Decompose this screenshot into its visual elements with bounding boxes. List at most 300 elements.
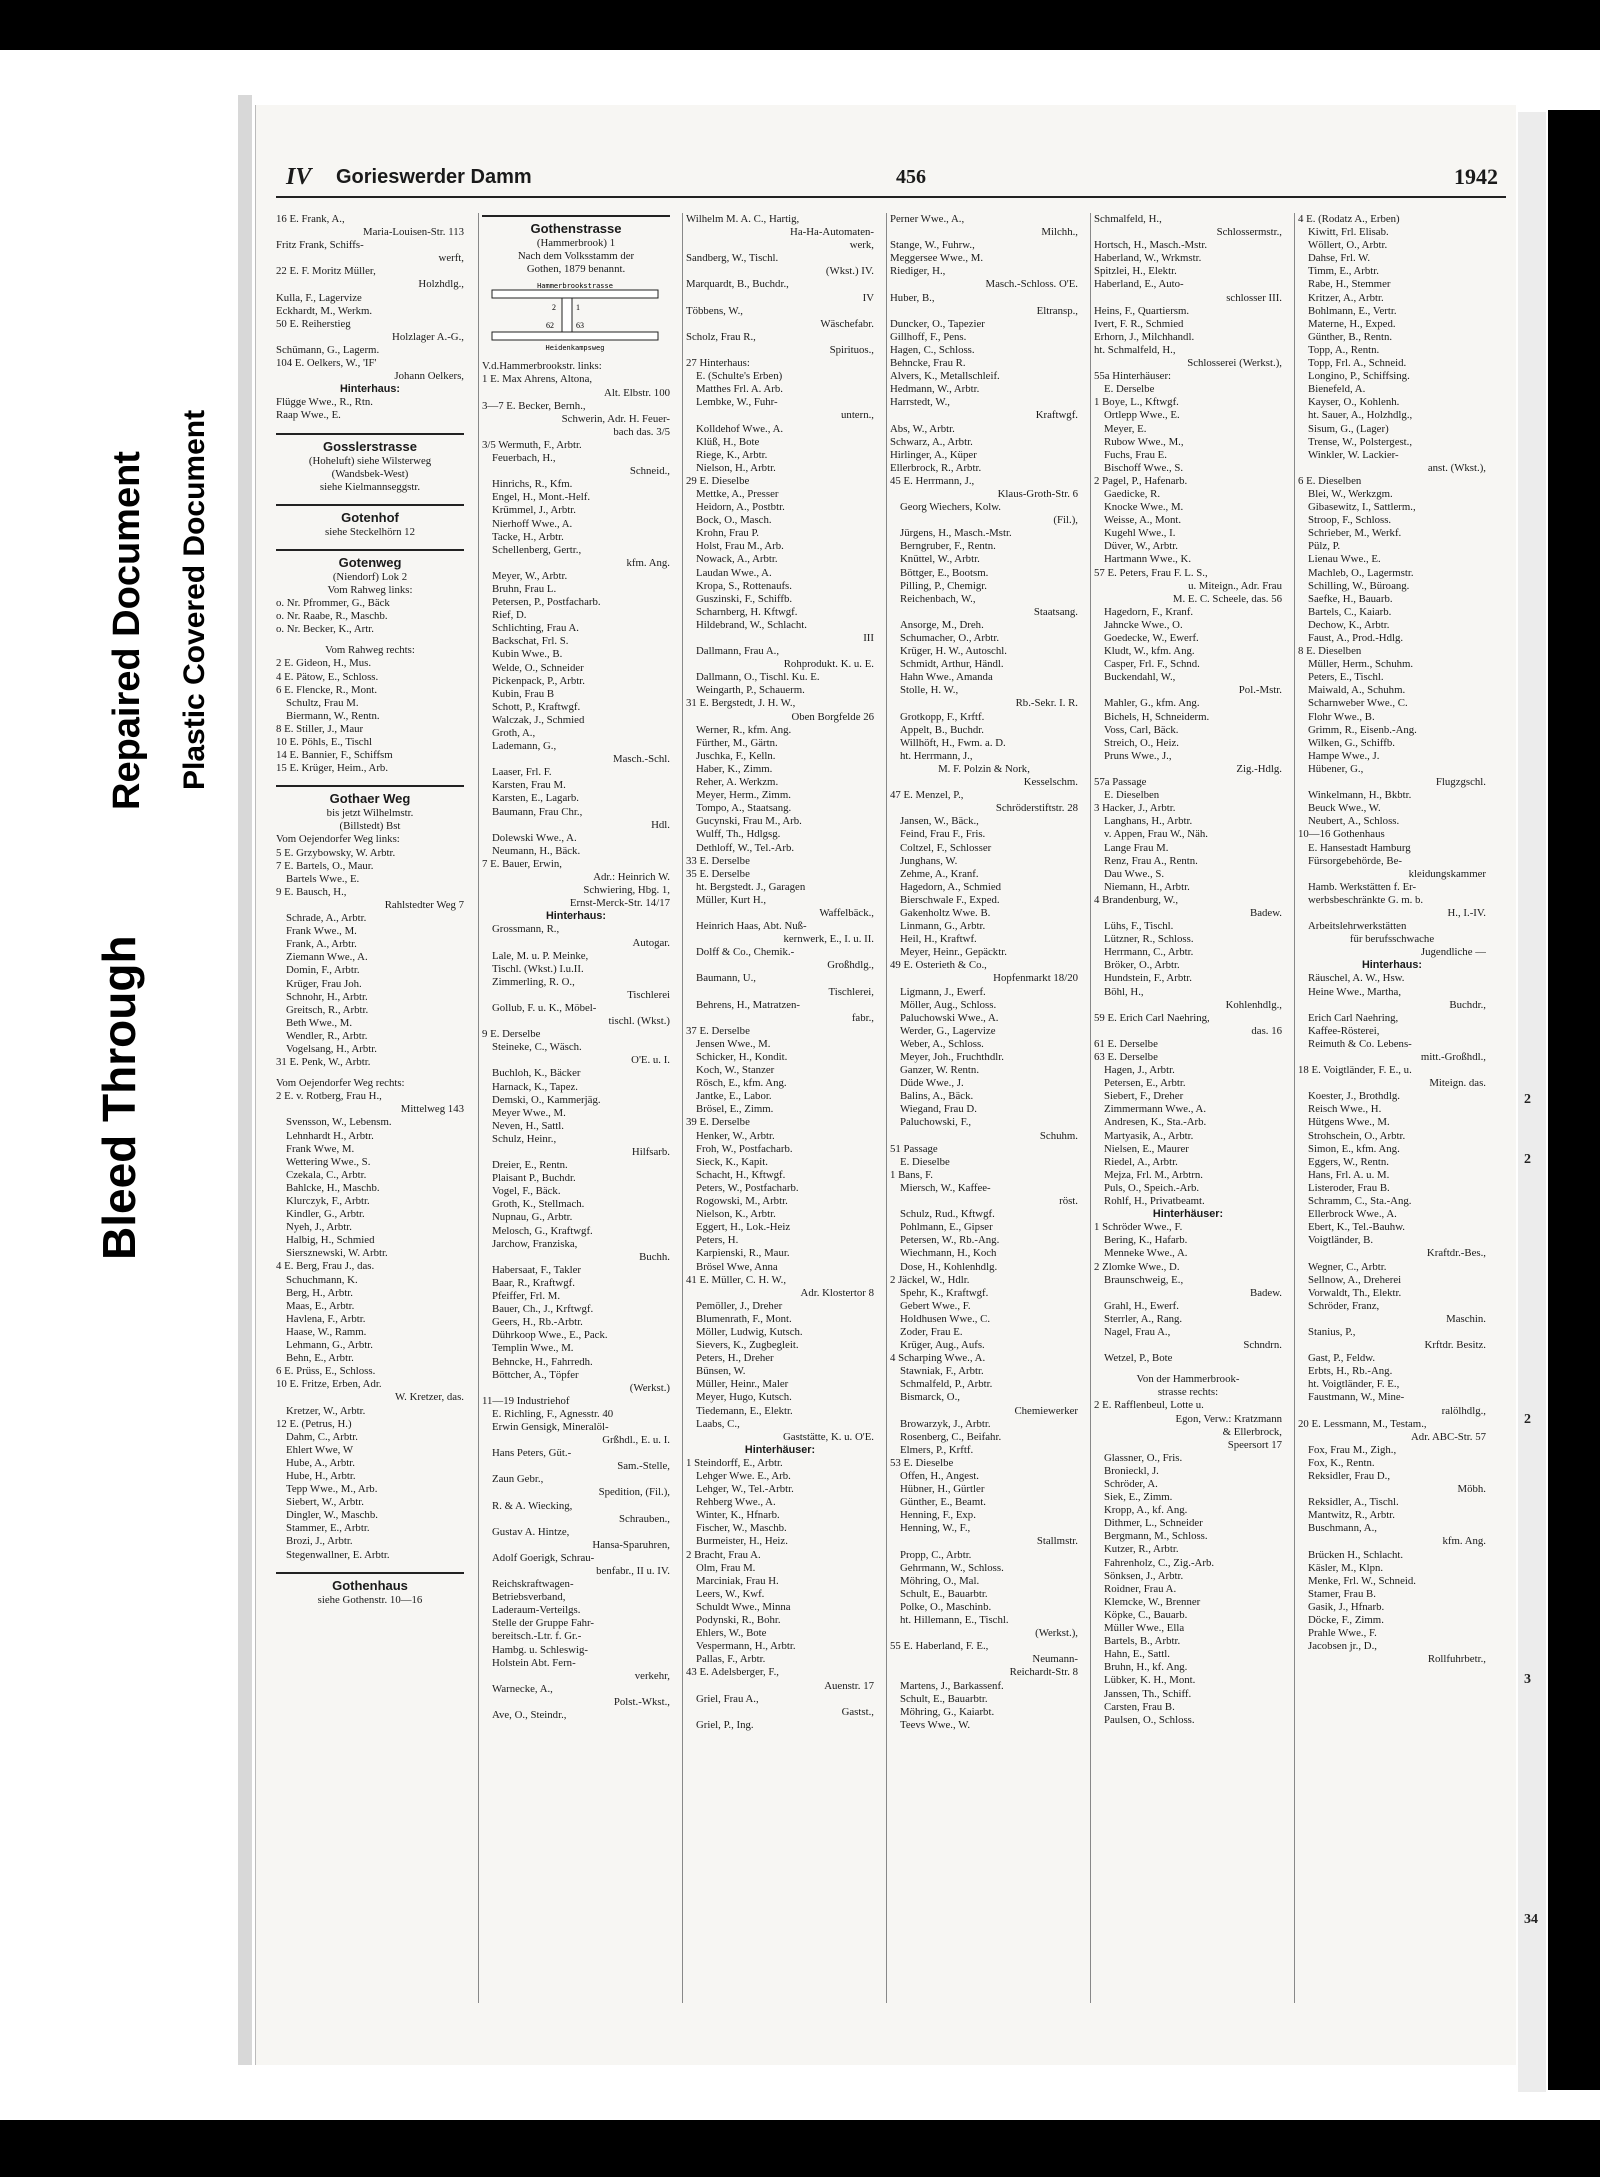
directory-entry: Schult, E., Bauarbtr. xyxy=(900,1692,988,1705)
directory-entry: Glassner, O., Fris. xyxy=(1104,1451,1183,1464)
directory-entry: Pruns Wwe., J., xyxy=(1104,749,1172,762)
directory-entry: Lübker, K. H., Mont. xyxy=(1104,1674,1196,1687)
directory-entry: Eggert, H., Lok.-Heiz xyxy=(696,1221,791,1234)
directory-entry: Heidorn, A., Postbtr. xyxy=(696,501,785,514)
directory-entry: Knüttel, W., Arbtr. xyxy=(900,553,980,566)
directory-entry: Bauer, Ch., J., Krftwgf. xyxy=(492,1303,594,1316)
directory-entry: Ansorge, M., Dreh. xyxy=(900,618,984,631)
directory-entry: Stolle, H. W., xyxy=(900,684,959,697)
directory-entry: Geers, H., Rb.-Arbtr. xyxy=(492,1316,583,1329)
directory-entry: Egon, Verw.: Kratzmann xyxy=(1175,1412,1282,1425)
directory-entry: Goedecke, W., Ewerf. xyxy=(1104,632,1199,644)
directory-entry: Dechow, K., Arbtr. xyxy=(1308,618,1390,631)
directory-entry: Jensen Wwe., M. xyxy=(696,1037,771,1050)
directory-entry: Casper, Frl. F., Schnd. xyxy=(1104,658,1200,671)
directory-entry: Petersen, P., Postfacharb. xyxy=(492,596,601,609)
directory-entry: Sievers, K., Zugbegleit. xyxy=(696,1339,799,1352)
directory-entry: Machleb, O., Lagermstr. xyxy=(1308,566,1414,579)
directory-entry: Kropa, S., Rottenaufs. xyxy=(696,579,792,592)
directory-entry: Buchh. xyxy=(639,1250,670,1263)
directory-entry: Räuschel, A. W., Hsw. xyxy=(1308,972,1405,985)
directory-entry: Kesselschm. xyxy=(1023,776,1078,789)
directory-entry: Alvers, K., Metallschleif. xyxy=(890,370,1000,383)
directory-entry: Buchloh, K., Bäcker xyxy=(492,1067,581,1080)
directory-entry: Gillhoff, F., Pens. xyxy=(890,330,967,343)
directory-entry: Petersen, E., Arbtr. xyxy=(1104,1077,1186,1090)
directory-entry: Krümmel, J., Arbtr. xyxy=(492,504,576,517)
directory-entry: Jahncke Wwe., O. xyxy=(1104,618,1183,631)
directory-entry: Riege, K., Arbtr. xyxy=(696,448,768,461)
directory-entry: Meggersee Wwe., M. xyxy=(890,252,984,265)
directory-entry: Laderaum-Verteilgs. xyxy=(492,1604,581,1617)
directory-entry: Frank Wwe, M. xyxy=(286,1142,355,1155)
directory-entry: 14 E. Bannier, F., Schiffsm xyxy=(276,749,393,762)
directory-entry: Heine Wwe., Martha, xyxy=(1308,985,1402,998)
directory-entry: Dingler, W., Maschb. xyxy=(286,1509,378,1522)
directory-entry: Schuhm. xyxy=(1039,1129,1078,1142)
directory-entry: Puls, O., Speich.-Arb. xyxy=(1104,1181,1200,1194)
directory-entry: Mahler, G., kfm. Ang. xyxy=(1104,697,1200,710)
directory-entry: Bruhn, Frau L. xyxy=(492,582,557,595)
directory-entry: Haberland, E., Auto- xyxy=(1094,278,1184,291)
directory-entry: Maschin. xyxy=(1446,1312,1486,1325)
directory-entry: Meyer, Heinr., Gepäcktr. xyxy=(900,946,1007,959)
directory-entry: 7 E. Bauer, Erwin, xyxy=(482,857,562,870)
directory-entry: Gehrmann, W., Schloss. xyxy=(900,1561,1004,1574)
directory-entry: Fritz Frank, Schiffs- xyxy=(276,239,364,252)
directory-entry: Adr.: Heinrich W. xyxy=(593,871,670,884)
directory-entry: Renz, Frau A., Rentn. xyxy=(1104,854,1198,867)
directory-entry: Harnack, K., Tapez. xyxy=(492,1080,578,1093)
directory-entry: Maiwald, A., Schuhm. xyxy=(1308,684,1406,697)
directory-entry: Hampe Wwe., J. xyxy=(1308,749,1380,762)
directory-heading: Gosslerstrasse xyxy=(276,433,464,455)
directory-entry: Erwin Gensigk, Mineralöl- xyxy=(492,1420,609,1433)
directory-entry: Fahrenholz, C., Zig.-Arb. xyxy=(1104,1556,1215,1569)
directory-entry: Adr. ABC-Str. 57 xyxy=(1411,1430,1486,1443)
directory-entry: Winter, K., Hfnarb. xyxy=(696,1509,780,1522)
directory-entry: Lehmann, G., Arbtr. xyxy=(286,1339,373,1352)
directory-year: 1942 xyxy=(1454,164,1498,189)
directory-entry: o. Nr. Raabe, R., Maschb. xyxy=(276,610,388,623)
directory-entry: Vom Oejendorfer Weg links: xyxy=(276,833,400,846)
directory-entry: Leers, W., Kwf. xyxy=(696,1587,765,1600)
directory-entry: Schlossermstr., xyxy=(1216,226,1282,239)
directory-entry: Stelle der Gruppe Fahr- xyxy=(492,1617,595,1630)
directory-entry: & Ellerbrock, xyxy=(1222,1425,1282,1438)
directory-entry: Bienefeld, A. xyxy=(1308,383,1366,396)
directory-entry: Rabe, H., Stemmer xyxy=(1308,278,1391,291)
directory-entry: Wetzel, P., Bote xyxy=(1104,1352,1173,1365)
directory-entry: Krohn, Frau P. xyxy=(696,527,759,540)
directory-entry: Steineke, C., Wäsch. xyxy=(492,1041,582,1054)
directory-entry: Sisum, G., (Lager) xyxy=(1308,422,1389,435)
directory-entry: ht. Herrmann, J., xyxy=(900,749,973,762)
directory-entry: Grossmann, R., xyxy=(492,923,560,936)
scan-edge-right xyxy=(1548,110,1600,2090)
directory-entry: H., I.-IV. xyxy=(1447,906,1486,919)
directory-entry: Laudan Wwe., A. xyxy=(696,566,772,579)
directory-entry: Hahn Wwe., Amanda xyxy=(900,671,993,684)
directory-entry: Frank, A., Arbtr. xyxy=(286,938,357,951)
directory-entry: Peters, E., Tischl. xyxy=(1308,671,1384,684)
directory-entry: Baar, R., Kraftwgf. xyxy=(492,1276,575,1289)
directory-entry: Vogelsang, H., Arbtr. xyxy=(286,1042,377,1055)
section-number: IV xyxy=(286,164,312,190)
directory-entry: Ellerbrock Wwe., A. xyxy=(1308,1208,1397,1221)
directory-entry: 2 E. Rafflenbeul, Lotte u. xyxy=(1094,1399,1204,1412)
directory-entry: 59 E. Erich Carl Naehring, xyxy=(1094,1011,1210,1024)
directory-entry: Meyer Wwe., M. xyxy=(492,1106,566,1119)
directory-entry: Weber, A., Schloss. xyxy=(900,1037,984,1050)
directory-heading: Hinterhaus: xyxy=(1362,959,1422,972)
directory-entry: (Wandsbek-West) xyxy=(331,467,409,480)
directory-entry: Gustav A. Hintze, xyxy=(492,1525,570,1538)
directory-entry: Paulsen, O., Schloss. xyxy=(1104,1713,1195,1726)
directory-entry: Bering, K., Hafarb. xyxy=(1104,1234,1188,1247)
directory-entry: Dithmer, L., Schneider xyxy=(1104,1517,1203,1530)
directory-entry: Gibasewitz, I., Sattlerm., xyxy=(1308,501,1416,514)
directory-entry: Elmers, P., Krftf. xyxy=(900,1443,974,1456)
directory-entry: Karpienski, R., Maur. xyxy=(696,1247,790,1260)
directory-entry: Maas, E., Arbtr. xyxy=(286,1299,355,1312)
directory-entry: Schuldt Wwe., Minna xyxy=(696,1600,791,1613)
directory-entry: Backschat, Frl. S. xyxy=(492,635,569,648)
directory-entry: Hansa-Sparuhren, xyxy=(592,1538,670,1551)
directory-entry: Klüß, H., Bote xyxy=(696,435,760,448)
directory-entry: Plaisant P., Buchdr. xyxy=(492,1172,576,1185)
directory-entry: (Werkst.), xyxy=(1035,1627,1078,1640)
directory-entry: Burmeister, H., Heiz. xyxy=(696,1535,788,1548)
directory-entry: Ernst-Merck-Str. 14/17 xyxy=(569,897,670,910)
directory-entry: Gaedicke, R. xyxy=(1104,487,1161,500)
directory-entry: Koester, J., Brothdlg. xyxy=(1308,1090,1400,1103)
directory-entry: Lademann, G., xyxy=(492,740,557,753)
directory-entry: Prahle Wwe., F. xyxy=(1308,1627,1377,1640)
directory-entry: Laabs, C., xyxy=(696,1417,740,1430)
directory-entry: Schramm, C., Sta.-Ang. xyxy=(1308,1195,1412,1208)
directory-entry: Neven, H., Sattl. xyxy=(492,1119,564,1132)
directory-entry: Wendler, R., Arbtr. xyxy=(286,1029,368,1042)
directory-entry: Alt. Elbstr. 100 xyxy=(604,386,670,399)
directory-entry: Siek, E., Zimm. xyxy=(1104,1491,1173,1504)
directory-entry: Speersort 17 xyxy=(1227,1438,1282,1451)
directory-entry: Spirituos., xyxy=(829,343,874,356)
directory-entry: Rehberg Wwe., A. xyxy=(696,1496,776,1509)
directory-entry: Oben Borgfelde 26 xyxy=(791,710,874,723)
directory-entry: Többens, W., xyxy=(686,304,743,317)
directory-entry: Karsten, Frau M. xyxy=(492,779,566,792)
directory-entry: Blumenrath, F., Mont. xyxy=(696,1312,792,1325)
directory-entry: Flugzgschl. xyxy=(1435,776,1486,789)
directory-entry: Wiechmann, H., Koch xyxy=(900,1247,997,1260)
directory-entry: 33 E. Derselbe xyxy=(686,854,750,867)
directory-entry: Nielsen, E., Maurer xyxy=(1104,1142,1189,1155)
directory-entry: Lehger Wwe. E., Arb. xyxy=(696,1470,791,1482)
directory-entry: Klemcke, W., Brenner xyxy=(1104,1595,1201,1608)
directory-entry xyxy=(276,539,464,547)
directory-entry: Brösel, E., Zimm. xyxy=(696,1103,774,1116)
directory-entry: 22 E. F. Moritz Müller, xyxy=(276,265,376,278)
directory-entry: Bröker, O., Arbtr. xyxy=(1104,959,1180,972)
directory-entry: Paluchowski, F., xyxy=(900,1116,972,1129)
directory-entry: Lembke, W., Fuhr- xyxy=(696,396,778,409)
directory-entry: Janssen, Th., Schiff. xyxy=(1104,1687,1192,1700)
directory-entry: Biermann, W., Rentn. xyxy=(286,709,380,722)
directory-entry: Ebert, K., Tel.-Bauhw. xyxy=(1308,1221,1405,1234)
directory-heading: Hinterhäuser: xyxy=(744,1443,816,1456)
directory-entry: Niemann, H., Arbtr. xyxy=(1104,880,1190,893)
directory-entry: Teevs Wwe., W. xyxy=(900,1718,971,1731)
directory-entry: Ellerbrock, R., Arbtr. xyxy=(890,461,982,474)
directory-entry: Schumacher, O., Arbtr. xyxy=(900,632,1000,644)
directory-entry: Pallas, F., Arbtr. xyxy=(696,1653,766,1666)
directory-entry: 31 E. Bergstedt, J. H. W., xyxy=(686,697,796,710)
directory-entry: Fox, Frau M., Zigh., xyxy=(1308,1443,1397,1456)
directory-entry: 55a Hinterhäuser: xyxy=(1094,370,1172,383)
directory-entry: (Fil.), xyxy=(1053,514,1078,527)
directory-entry: Abs, W., Arbtr. xyxy=(890,422,955,435)
directory-entry: 2 E. Gideon, H., Mus. xyxy=(276,657,372,670)
directory-entry: Appelt, B., Buchdr. xyxy=(900,723,984,736)
directory-column-3 xyxy=(686,213,874,2013)
directory-entry: Jarchow, Franziska, xyxy=(492,1237,578,1250)
directory-entry: Stawniak, F., Arbtr. xyxy=(900,1365,984,1378)
directory-entry: 2 E. v. Rotberg, Frau H., xyxy=(276,1090,382,1103)
directory-entry: 1 E. Max Ahrens, Altona, xyxy=(482,373,593,386)
directory-entry xyxy=(276,494,464,502)
directory-heading: Gothenstrasse xyxy=(482,215,670,237)
directory-entry: 20 E. Lessmann, M., Testam., xyxy=(1298,1417,1427,1430)
directory-entry: Fox, K., Rentn. xyxy=(1308,1456,1375,1469)
directory-entry: Hundstein, F., Arbtr. xyxy=(1104,972,1192,985)
directory-column-4 xyxy=(890,213,1078,2013)
directory-entry: Lange Frau M. xyxy=(1104,841,1169,854)
directory-entry: 4 E. Pätow, E., Schloss. xyxy=(276,670,379,683)
directory-column-5 xyxy=(1094,213,1282,2013)
directory-entry: (Niendorf) Lok 2 xyxy=(332,570,408,583)
directory-entry: Beth Wwe., M. xyxy=(286,1016,353,1029)
directory-entry: Karsten, E., Lagarb. xyxy=(492,792,579,805)
directory-entry: bis jetzt Wilhelmstr. xyxy=(326,807,414,820)
directory-entry: Hartmann Wwe., K. xyxy=(1104,553,1192,566)
directory-entry: Nielson, K., Arbtr. xyxy=(696,1208,776,1221)
directory-entry: Marciniak, Frau H. xyxy=(696,1574,779,1587)
directory-entry: Paluchowski Wwe., A. xyxy=(900,1011,999,1024)
directory-entry: Miteign. das. xyxy=(1429,1077,1486,1090)
directory-page xyxy=(255,105,1516,2065)
directory-entry: Zaun Gebr., xyxy=(492,1473,544,1486)
directory-entry: benfabr., II u. IV. xyxy=(596,1565,670,1577)
directory-entry: Badew. xyxy=(1250,1286,1282,1299)
stamp-bleed-through: Bleed Through xyxy=(93,935,145,1260)
directory-entry: Gast, P., Feldw. xyxy=(1308,1352,1376,1365)
directory-entry: Gakenholtz Wwe. B. xyxy=(900,906,991,919)
directory-entry: Rb.-Sekr. I. R. xyxy=(1015,697,1078,710)
directory-entry: Pemöller, J., Dreher xyxy=(696,1299,783,1312)
directory-column-6 xyxy=(1298,213,1486,2013)
directory-entry: Coltzel, F., Schlosser xyxy=(900,841,992,854)
directory-entry: Schröderstiftstr. 28 xyxy=(995,802,1078,815)
directory-entry: Menneke Wwe., A. xyxy=(1104,1247,1188,1260)
directory-entry: IV xyxy=(862,291,874,304)
directory-entry: 61 E. Derselbe xyxy=(1094,1037,1158,1050)
directory-entry: Sieck, K., Kapit. xyxy=(696,1155,768,1168)
directory-entry: Staatsang. xyxy=(1033,605,1078,618)
directory-entry: 10 E. Pöhls, E., Tischl xyxy=(276,736,372,748)
directory-entry: Bergmann, M., Schloss. xyxy=(1104,1530,1208,1543)
directory-entry: Möbh. xyxy=(1457,1483,1486,1496)
directory-entry: röst. xyxy=(1059,1195,1078,1208)
directory-entry: Mantwitz, R., Arbtr. xyxy=(1308,1509,1395,1522)
directory-entry: Dau Wwe., S. xyxy=(1104,867,1165,880)
directory-entry: 4 Scharping Wwe., A. xyxy=(890,1352,986,1365)
directory-entry: Bünsen, W. xyxy=(696,1365,746,1378)
directory-entry: Pickenpack, P., Arbtr. xyxy=(492,674,585,687)
directory-entry: o. Nr. Becker, K., Artr. xyxy=(276,623,374,636)
directory-entry: Mittelweg 143 xyxy=(400,1103,464,1116)
directory-entry: Schmalfeld, P., Arbtr. xyxy=(900,1378,993,1391)
directory-heading: Gothenhaus xyxy=(276,1572,464,1594)
directory-entry: Hagedorn, F., Kranf. xyxy=(1104,605,1194,618)
directory-entry: Masch.-Schl. xyxy=(613,753,670,766)
directory-entry: 43 E. Adelsberger, F., xyxy=(686,1666,779,1679)
scan-edge-left xyxy=(238,95,252,2065)
directory-entry: Holzhdlg., xyxy=(418,278,464,291)
directory-entry: Behn, E., Arbtr. xyxy=(286,1352,354,1365)
directory-entry: Tischlerei xyxy=(627,988,670,1001)
directory-entry: (Billstedt) Bst xyxy=(339,820,401,833)
street-location-map xyxy=(490,280,660,352)
directory-entry: mitt.-Großhdl., xyxy=(1420,1051,1486,1063)
directory-entry: Flügge Wwe., R., Rtn. xyxy=(276,396,373,409)
directory-entry: Dahse, Frl. W. xyxy=(1308,252,1371,265)
directory-entry: Henning, W., F., xyxy=(900,1522,971,1535)
directory-entry: Erhorn, J., Milchhandl. xyxy=(1094,330,1195,343)
directory-entry: ht. Schmalfeld, H., xyxy=(1094,343,1176,356)
directory-entry: Schndrn. xyxy=(1243,1339,1282,1352)
directory-entry: 15 E. Krüger, Heim., Arb. xyxy=(276,762,389,775)
map-bottom-street-label: Heidenkampsweg xyxy=(545,344,605,353)
directory-entry: Tacke, H., Arbtr. xyxy=(492,530,564,543)
directory-entry: Stange, W., Fuhrw., xyxy=(890,239,975,252)
directory-entry: Propp, C., Arbtr. xyxy=(900,1548,972,1561)
directory-entry: Zoder, Frau E. xyxy=(900,1325,963,1338)
directory-entry: Winkelmann, H., Bkbtr. xyxy=(1308,789,1412,802)
directory-entry: 7 E. Bartels, O., Maur. xyxy=(276,859,374,872)
directory-entry: 4 E. (Rodatz A., Erben) xyxy=(1298,213,1400,225)
directory-entry: Arbeitslehrwerkstätten xyxy=(1308,920,1407,933)
svg-text:63: 63 xyxy=(576,321,584,331)
directory-entry: 10—16 Gothenhaus xyxy=(1298,828,1385,841)
directory-entry: Polst.-Wkst., xyxy=(613,1695,670,1708)
directory-entry: 12 E. (Petrus, H.) xyxy=(276,1417,352,1430)
directory-entry: Braunschweig, E., xyxy=(1104,1273,1184,1286)
directory-entry: werft, xyxy=(438,252,464,265)
directory-entry: Schrieber, M., Werkf. xyxy=(1308,527,1402,540)
directory-entry: Müller, Kurt H., xyxy=(696,893,767,906)
directory-entry: Hagen, C., Schloss. xyxy=(890,343,975,356)
directory-entry: 8 E. Stiller, J., Maur xyxy=(276,722,364,735)
directory-entry: Dolewski Wwe., A. xyxy=(492,831,577,844)
directory-entry: Schellenberg, Gertr., xyxy=(492,543,582,556)
directory-entry: Möhring, O., Mal. xyxy=(900,1574,980,1587)
directory-entry: Grßhdl., E. u. I. xyxy=(602,1434,670,1447)
directory-entry: Vespermann, H., Arbtr. xyxy=(696,1640,796,1653)
directory-entry: u. Miteign., Adr. Frau xyxy=(1188,579,1282,592)
directory-entry: ht. Hillemann, E., Tischl. xyxy=(900,1614,1009,1627)
directory-entry: 1 Boye, L., Kftwgf. xyxy=(1094,396,1179,409)
directory-entry: Lehnhardt H., Arbtr. xyxy=(286,1129,374,1142)
directory-entry: Petersen, W., Rb.-Ang. xyxy=(900,1234,1000,1247)
directory-entry: Krüger, Aug., Aufs. xyxy=(900,1339,985,1352)
directory-entry: Döcke, F., Zimm. xyxy=(1308,1614,1384,1627)
directory-entry: Kolldehof Wwe., A. xyxy=(696,422,784,435)
directory-entry: 57 E. Peters, Frau F. L. S., xyxy=(1094,566,1208,579)
directory-heading: Hinterhäuser: xyxy=(1152,1208,1224,1221)
directory-entry: Grimm, R., Eisenb.-Ang. xyxy=(1308,723,1417,736)
directory-entry: Bock, O., Masch. xyxy=(696,514,772,527)
directory-entry: Brösel Wwe, Anna xyxy=(696,1260,778,1273)
directory-entry: Kaffee-Rösterei, xyxy=(1308,1024,1380,1037)
directory-entry: 11—19 Industriehof xyxy=(482,1394,570,1407)
directory-entry: Schümann, G., Lagerm. xyxy=(276,343,380,356)
directory-entry: Tiedemann, E., Elektr. xyxy=(696,1404,793,1417)
directory-entry: 55 E. Haberland, F. E., xyxy=(890,1640,989,1653)
directory-entry: Werder, G., Lagervize xyxy=(900,1024,996,1037)
directory-entry: Froh, W., Postfacharb. xyxy=(696,1142,793,1155)
directory-entry: (Hoheluft) siehe Wilsterweg xyxy=(308,454,432,467)
directory-entry: Brücken H., Schlacht. xyxy=(1308,1548,1404,1561)
directory-entry: Rösch, E., kfm. Ang. xyxy=(696,1077,787,1090)
directory-entry: Bruhn, H., kf. Ang. xyxy=(1104,1661,1188,1674)
directory-entry: Voigtländer, B. xyxy=(1308,1234,1374,1247)
directory-entry: Menke, Frl. W., Schneid. xyxy=(1308,1574,1416,1587)
directory-entry: Hdl. xyxy=(651,818,670,831)
directory-entry: Tepp Wwe., M., Arb. xyxy=(286,1483,378,1496)
directory-column-1 xyxy=(276,213,464,2013)
directory-entry: Krftdr. Besitz. xyxy=(1424,1339,1486,1352)
directory-entry: Bartels, C., Kaiarb. xyxy=(1308,605,1392,618)
directory-entry: Böhl, H., xyxy=(1104,985,1144,998)
directory-entry: siehe Kielmannseggstr. xyxy=(319,480,421,493)
directory-entry: Bismarck, O., xyxy=(900,1391,960,1404)
directory-entry: Neumann- xyxy=(1032,1653,1078,1666)
directory-entry: Listeroder, Frau B. xyxy=(1308,1181,1390,1194)
directory-entry: Martyasik, A., Arbtr. xyxy=(1104,1129,1194,1142)
directory-entry: Schlichting, Frau A. xyxy=(492,622,579,635)
directory-entry: Johann Oelkers, xyxy=(394,370,464,383)
directory-entry: siehe Gothenstr. 10—16 xyxy=(317,1593,423,1606)
directory-entry: Hube, A., Arbtr. xyxy=(286,1456,355,1469)
directory-entry: Pilling, P., Chemigr. xyxy=(900,579,987,592)
directory-entry: 57a Passage xyxy=(1094,776,1147,789)
directory-entry: Faustmann, W., Mine- xyxy=(1308,1391,1405,1404)
directory-entry: werk, xyxy=(849,239,874,252)
directory-entry: Waffelbäck., xyxy=(819,906,874,919)
directory-entry: Scholz, Frau R., xyxy=(686,330,756,343)
directory-entry: Hans, Frl. A. u. M. xyxy=(1308,1168,1390,1181)
directory-entry: 63 E. Derselbe xyxy=(1094,1051,1158,1063)
directory-entry: 4 Brandenburg, W., xyxy=(1094,893,1179,906)
directory-entry xyxy=(276,1562,464,1570)
directory-entry: tischl. (Wkst.) xyxy=(608,1015,670,1028)
directory-entry: 8 E. Dieselben xyxy=(1298,645,1362,658)
directory-entry: Schrauben., xyxy=(619,1512,670,1525)
directory-entry: 41 E. Müller, C. H. W., xyxy=(686,1273,787,1286)
directory-entry: Böttger, E., Bootsm. xyxy=(900,566,989,579)
directory-entry: 9 E. Derselbe xyxy=(482,1028,541,1041)
